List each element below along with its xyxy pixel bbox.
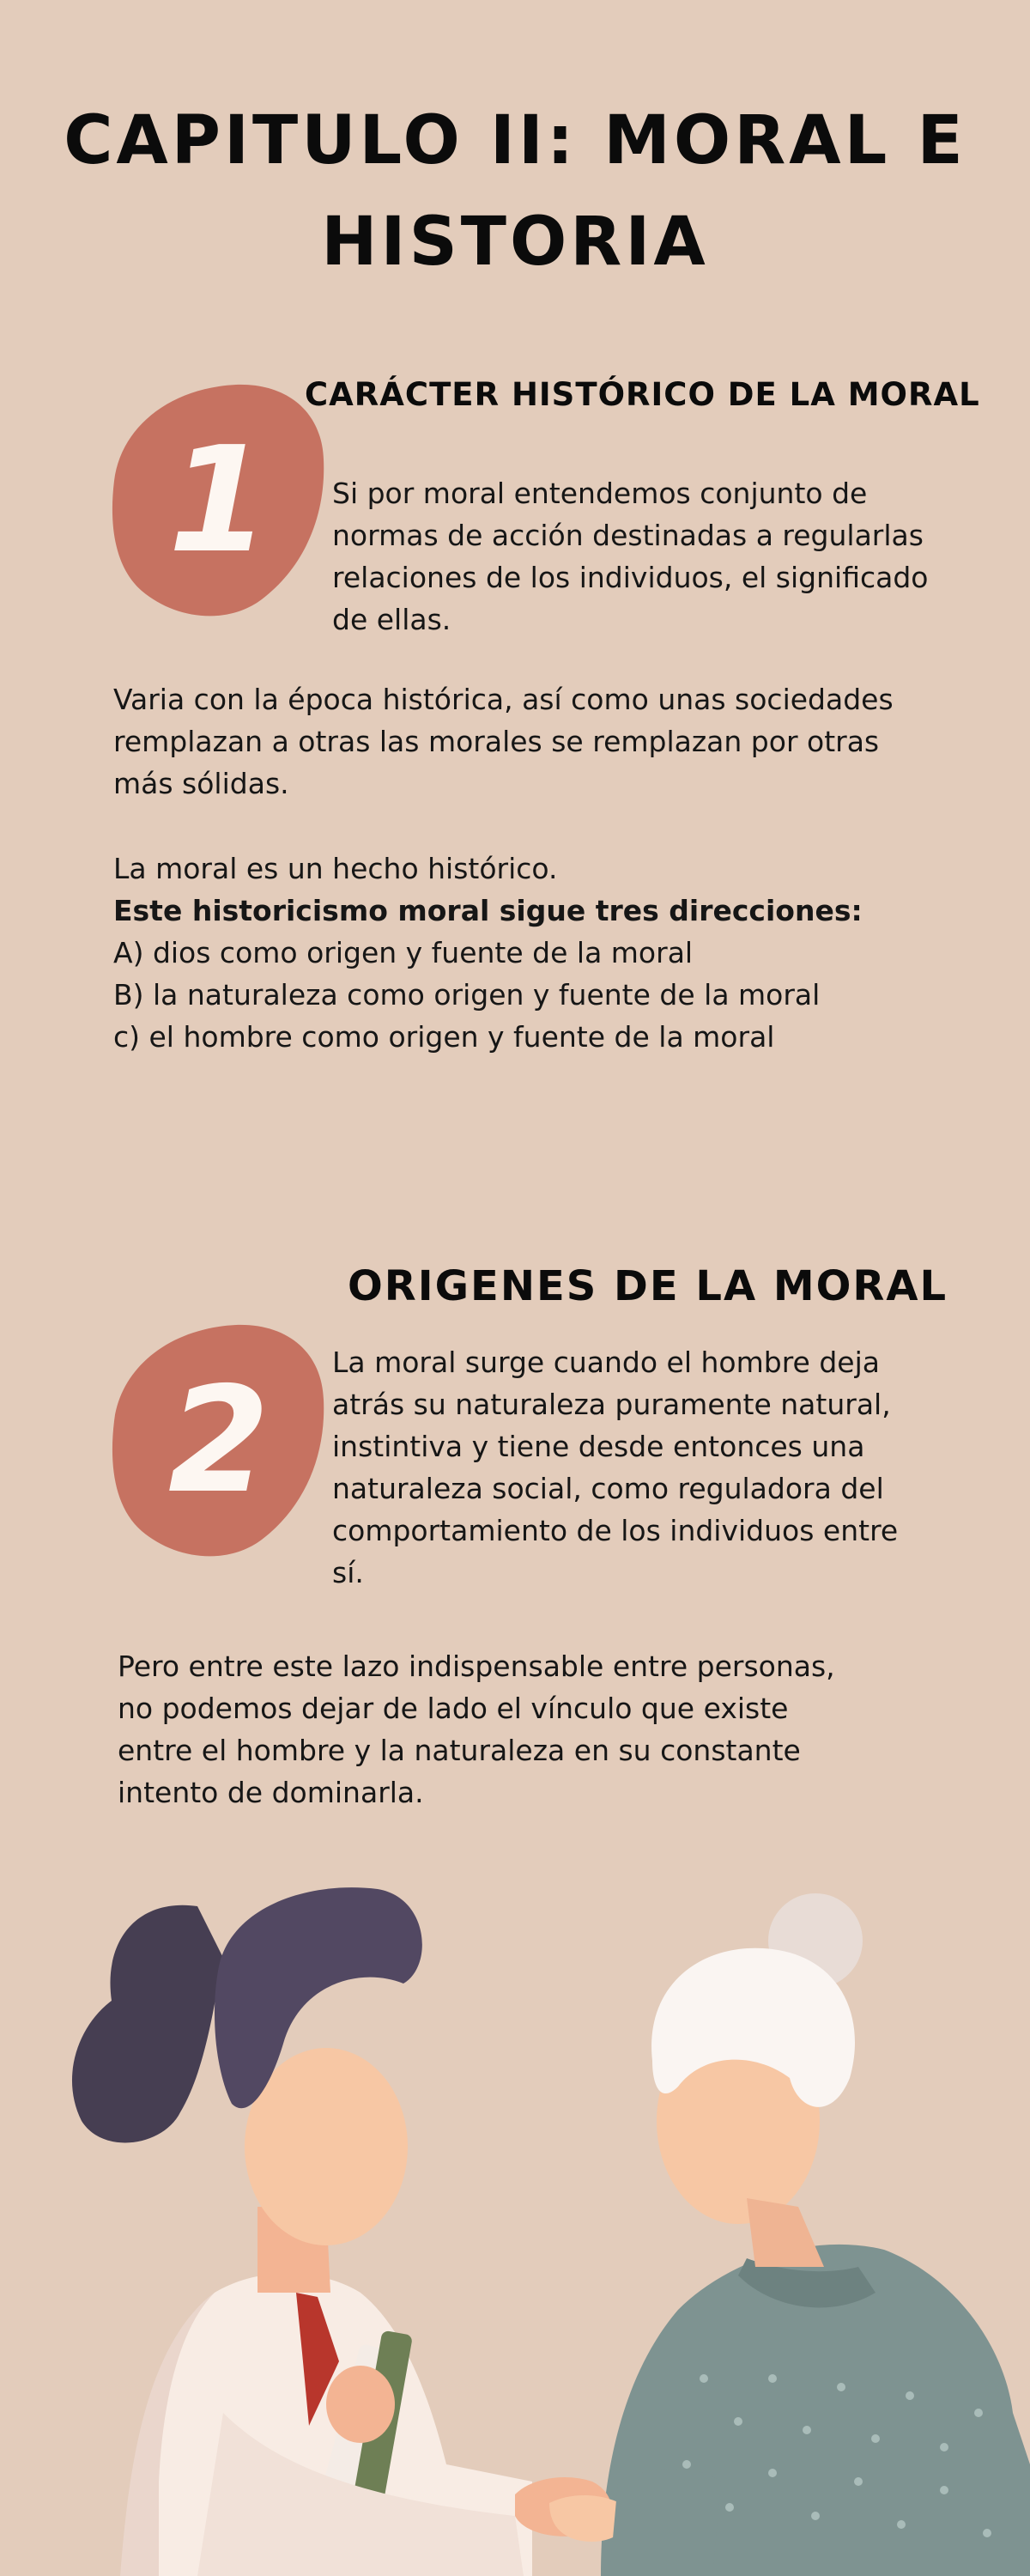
section-1-heading: CARÁCTER HISTÓRICO DE LA MORAL <box>305 376 980 413</box>
section-1-body: Varia con la época histórica, así como unas sociedades remplazan a otras las morales se remplazan por otras más sólidas. <box>113 683 894 800</box>
young-woman-helping-elderly-woman-illustration <box>0 1863 1030 2576</box>
direction-item-b: B) la naturaleza como origen y fuente de la moral <box>113 978 821 1012</box>
section-2-body: Pero entre este lazo indispensable entre personas, no podemos dejar de lado el vínculo que existe entre el hombre y la naturaleza en su constante intento de dominarla. <box>118 1649 835 1809</box>
page-title-line-2: HISTORIA <box>321 204 709 281</box>
section-2-number: 2 <box>167 1355 270 1526</box>
section-2-number-badge <box>107 1318 330 1563</box>
section-2-intro: La moral surge cuando el hombre deja atrás su naturaleza puramente natural, instintiva y tiene desde entonces una naturaleza social, como reguladora del comportamiento de los individuos entre sí. <box>332 1346 899 1589</box>
section-1-number-badge <box>107 378 330 623</box>
section-1-directions-title: Este historicismo moral sigue tres direcciones: <box>113 894 863 927</box>
direction-item-c: c) el hombre como origen y fuente de la moral <box>113 1020 775 1054</box>
section-1-fact: La moral es un hecho histórico. <box>113 852 558 885</box>
section-1-directions <box>113 848 937 1058</box>
page-title <box>0 90 1030 293</box>
section-2-heading: ORIGENES DE LA MORAL <box>348 1262 948 1310</box>
direction-item-a: A) dios como origen y fuente de la moral <box>113 936 694 969</box>
section-1-intro: Si por moral entendemos conjunto de normas de acción destinadas a regularlas relaciones de los individuos, el significado de ellas. <box>332 477 929 636</box>
section-1-number: 1 <box>167 415 270 586</box>
page-title-line-1: CAPITULO II: MORAL E <box>64 102 966 179</box>
